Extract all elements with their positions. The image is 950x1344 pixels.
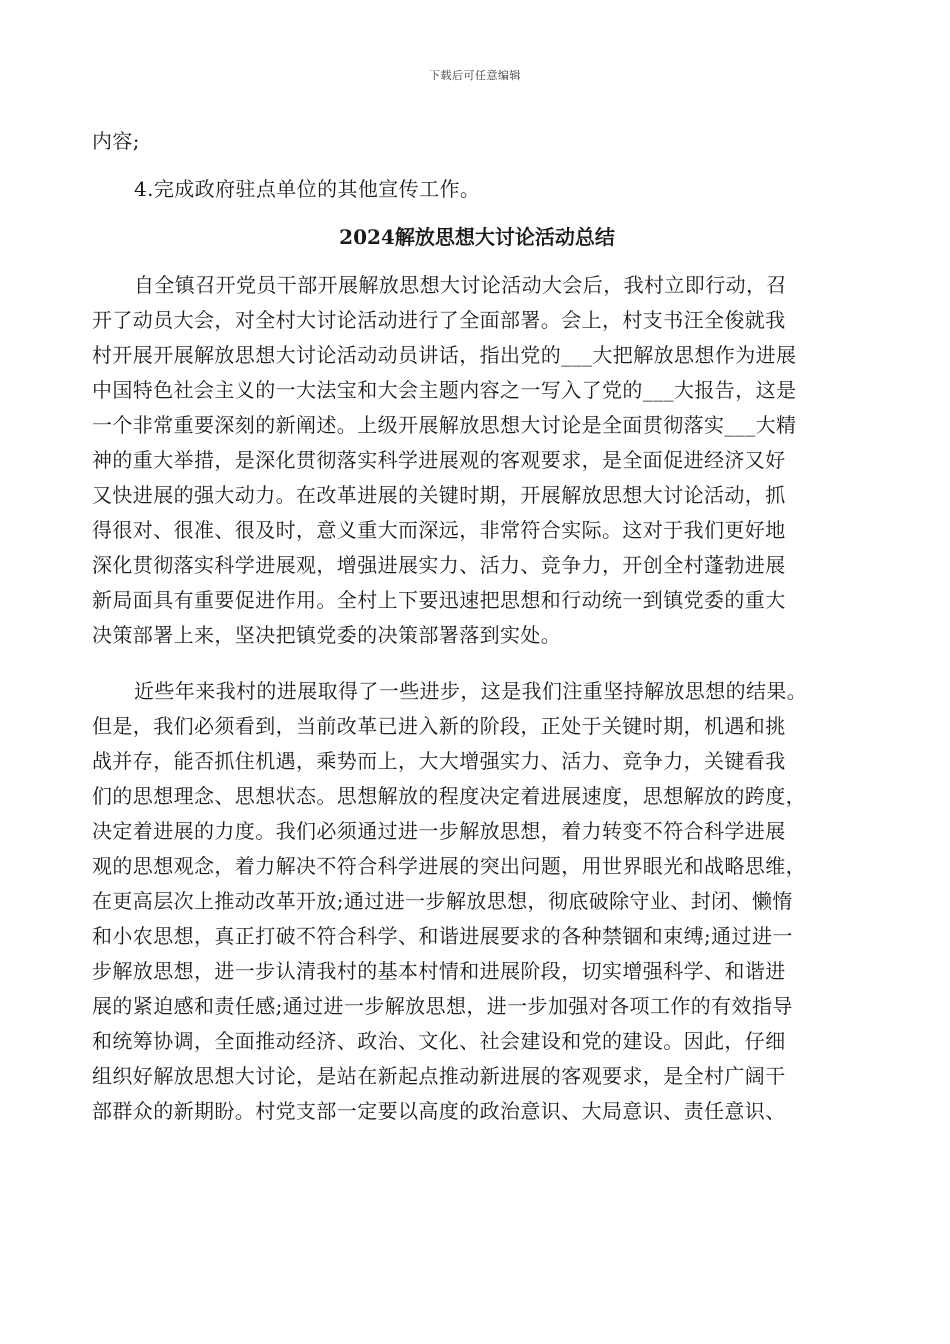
intro-line: 4.完成政府驻点单位的其他宣传工作。 — [134, 177, 481, 201]
paragraph-line: 在更高层次上推动改革开放;通过进一步解放思想，彻底破除守业、封闭、懒惰 — [92, 889, 793, 913]
paragraph-line: 自全镇召开党员干部开展解放思想大讨论活动大会后，我村立即行动，召 — [134, 273, 787, 297]
paragraph-line: 们的思想理念、思想状态。思想解放的程度决定着进展速度，思想解放的跨度， — [92, 784, 806, 808]
paragraph-line: 近些年来我村的进展取得了一些进步，这是我们注重坚持解放思想的结果。 — [134, 679, 808, 703]
paragraph-line: 决策部署上来，坚决把镇党委的决策部署落到实处。 — [92, 623, 562, 647]
paragraph-line: 深化贯彻落实科学进展观，增强进展实力、活力、竞争力，开创全村蓬勃进展 — [92, 553, 786, 577]
paragraph-line: 得很对、很准、很及时，意义重大而深远，非常符合实际。这对于我们更好地 — [92, 518, 786, 542]
paragraph-line: 新局面具有重要促进作用。全村上下要迅速把思想和行动统一到镇党委的重大 — [92, 588, 786, 612]
paragraph-line: 和统筹协调，全面推动经济、政治、文化、社会建设和党的建设。因此，仔细 — [92, 1029, 786, 1053]
document-title: 2024解放思想大讨论活动总结 — [339, 225, 615, 249]
paragraph-line: 又快进展的强大动力。在改革进展的关键时期，开展解放思想大讨论活动，抓 — [92, 483, 786, 507]
spacer — [92, 207, 862, 220]
paragraph-line: 开了动员大会，对全村大讨论活动进行了全面部署。会上，村支书汪全俊就我 — [92, 308, 786, 332]
paragraph-line: 神的重大举措，是深化贯彻落实科学进展观的客观要求，是全面促进经济又好 — [92, 448, 786, 472]
paragraph-line: 但是，我们必须看到，当前改革已进入新的阶段，正处于关键时期，机遇和挑 — [92, 714, 786, 738]
header-note: 下载后可任意编辑 — [429, 69, 521, 82]
paragraph-line: 一个非常重要深刻的新阐述。上级开展解放思想大讨论是全面贯彻落实___大精 — [92, 413, 797, 437]
document-body — [92, 124, 862, 1129]
paragraph-line: 组织好解放思想大讨论，是站在新起点推动新进展的客观要求，是全村广阔干 — [92, 1064, 786, 1088]
paragraph-line: 步解放思想，进一步认清我村的基本村情和进展阶段，切实增强科学、和谐进 — [92, 959, 786, 983]
paragraph-line: 村开展开展解放思想大讨论活动动员讲话，指出党的___大把解放思想作为进展 — [92, 343, 797, 367]
paragraph-line: 战并存，能否抓住机遇，乘势而上，大大增强实力、活力、竞争力，关键看我 — [92, 749, 786, 773]
paragraph-line: 中国特色社会主义的一大法宝和大会主题内容之一写入了党的___大报告，这是 — [92, 378, 797, 402]
paragraph-line: 和小农思想，真正打破不符合科学、和谐进展要求的各种禁锢和束缚;通过进一 — [92, 924, 793, 948]
paragraph-2 — [92, 674, 862, 1129]
spacer — [92, 255, 862, 268]
intro-line: 内容; — [92, 129, 140, 153]
paragraph-1 — [92, 268, 862, 653]
paragraph-line: 决定着进展的力度。我们必须通过进一步解放思想，着力转变不符合科学进展 — [92, 819, 786, 843]
paragraph-line: 展的紧迫感和责任感;通过进一步解放思想，进一步加强对各项工作的有效指导 — [92, 994, 793, 1018]
spacer — [92, 653, 862, 674]
paragraph-line: 观的思想观念，着力解决不符合科学进展的突出问题，用世界眼光和战略思维， — [92, 854, 806, 878]
paragraph-line: 部群众的新期盼。村党支部一定要以高度的政治意识、大局意识、责任意识、 — [92, 1099, 786, 1123]
spacer — [92, 159, 862, 172]
